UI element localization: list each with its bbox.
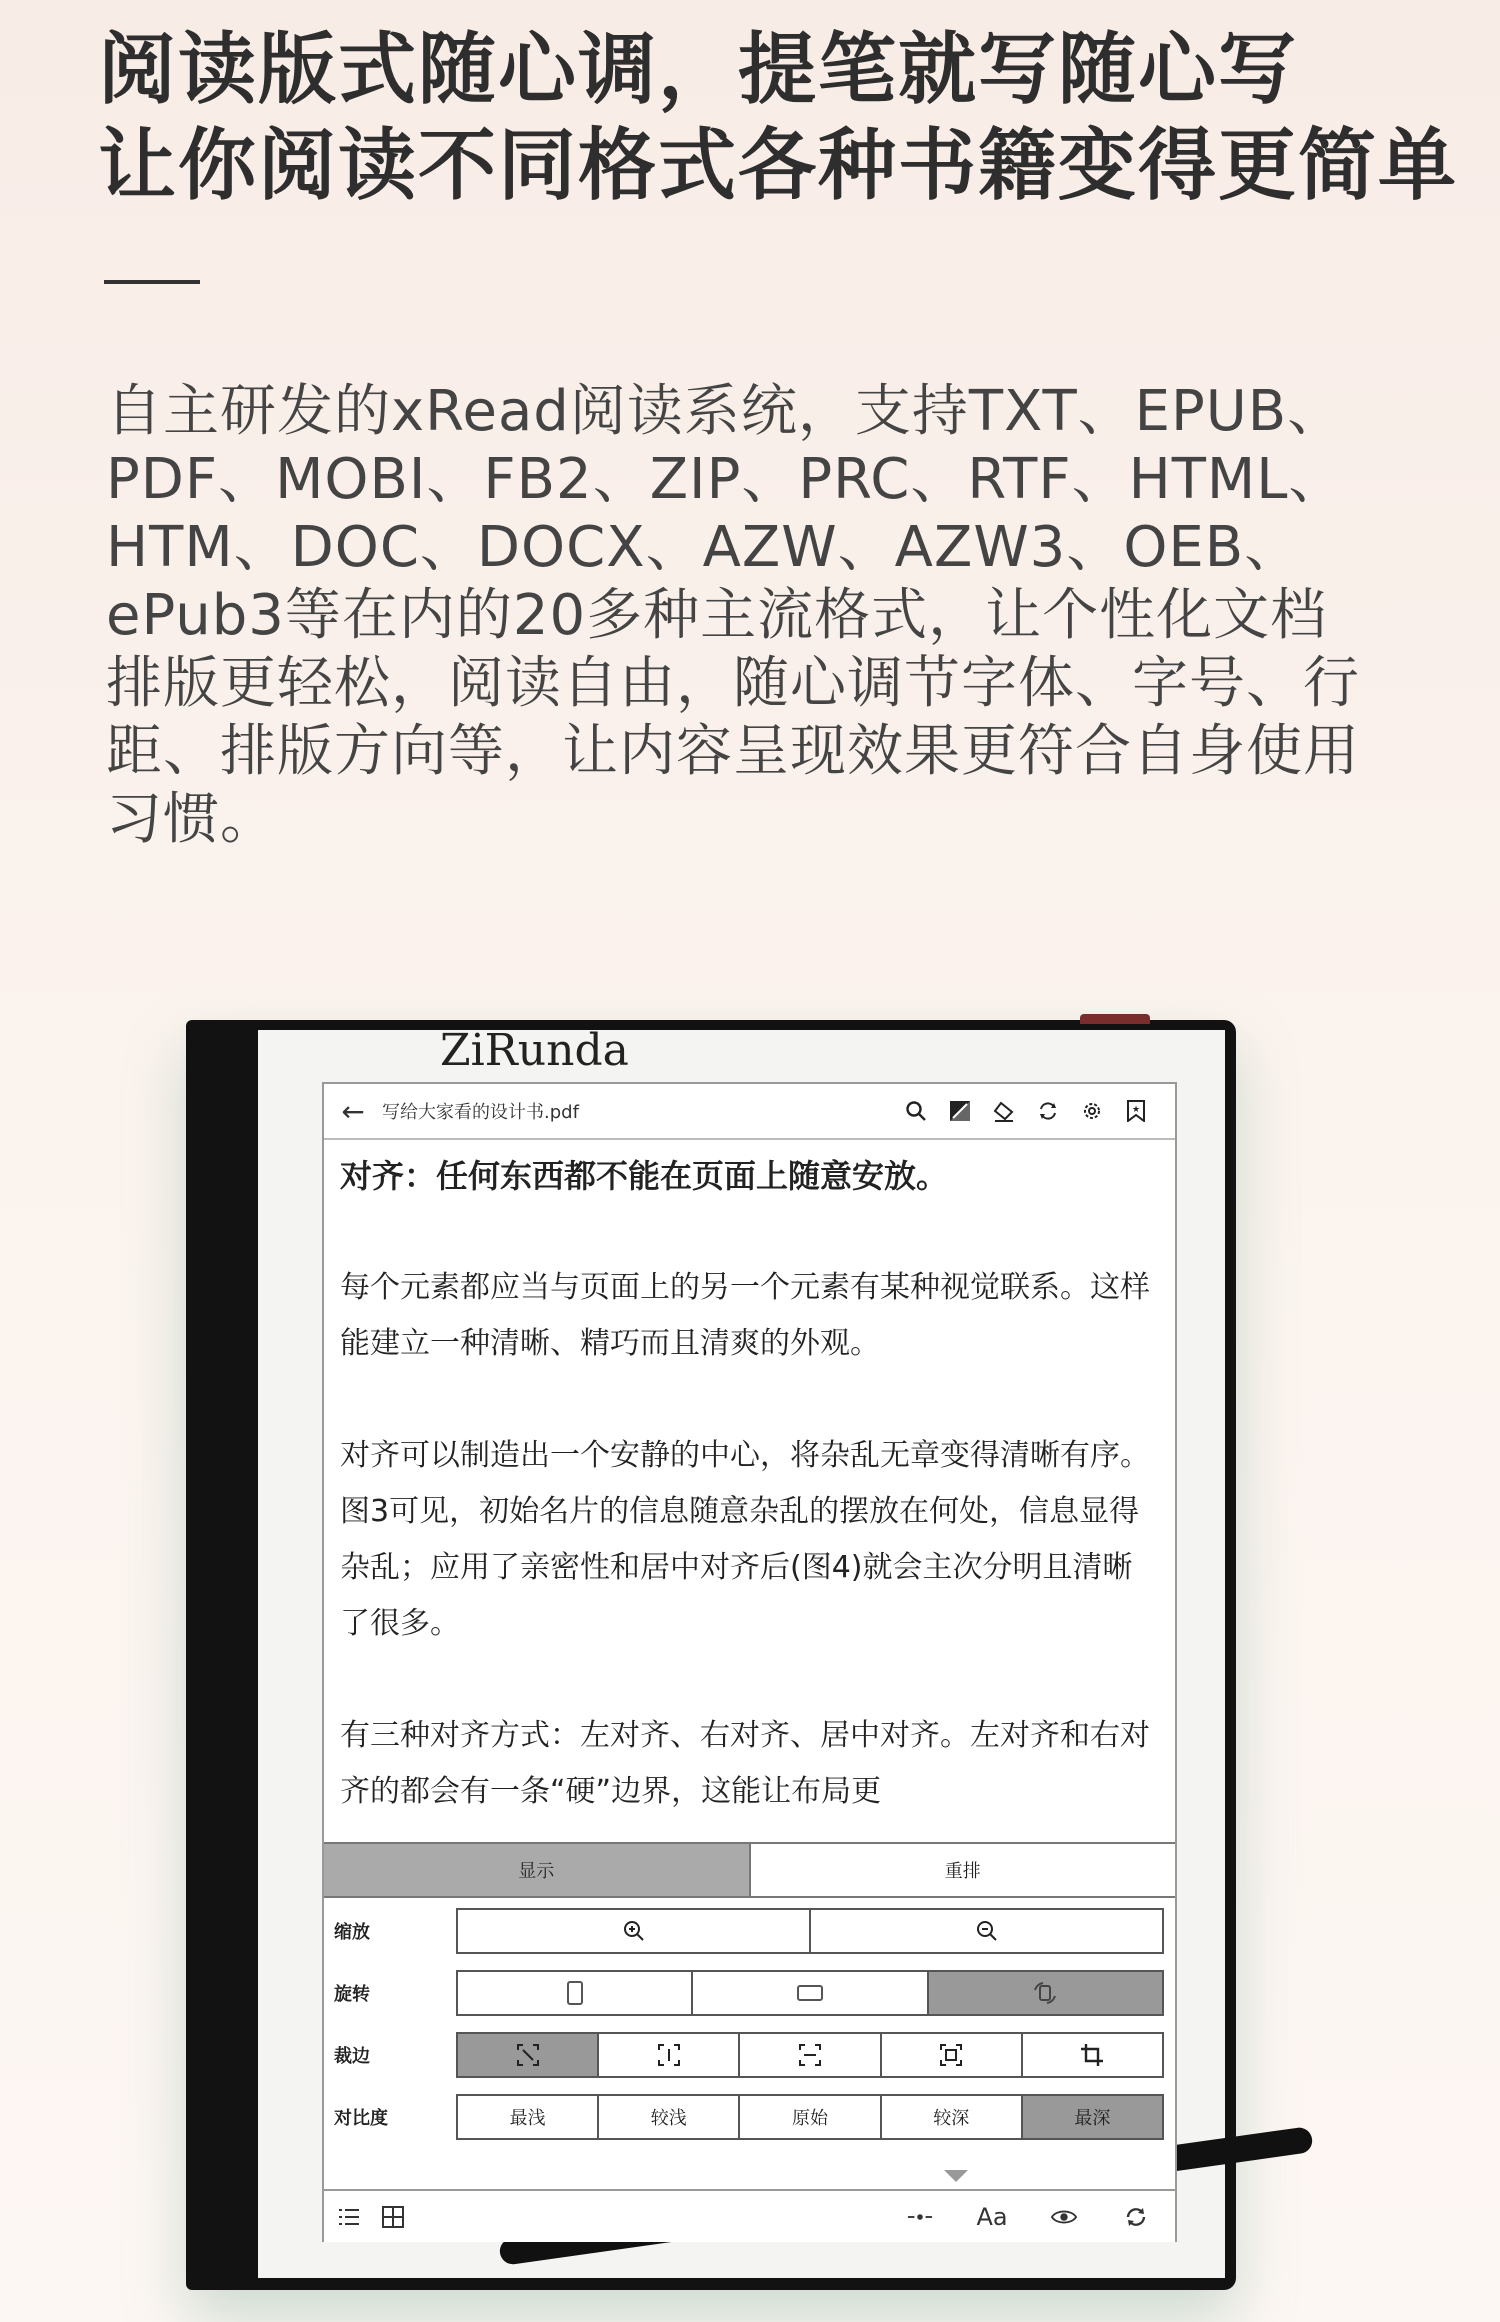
crop-row <box>324 2030 1175 2080</box>
landscape-icon <box>797 1984 823 2002</box>
eye-icon[interactable] <box>1051 2204 1077 2230</box>
svg-text:★: ★ <box>1131 1105 1141 1115</box>
crop-vertical-icon <box>657 2043 681 2067</box>
crop-label: 裁边 <box>334 2046 370 2067</box>
auto-rotate-button[interactable] <box>929 1972 1162 2014</box>
zoom-row <box>324 1906 1175 1956</box>
reader-content[interactable] <box>324 1140 1175 1925</box>
crop-control <box>456 2032 1164 2078</box>
description: 自主研发的xRead阅读系统，支持TXT、EPUB、PDF、MOBI、FB2、ZIP、PRC、RTF、HTML、HTM、DOC、DOCX、AZW、AZW3、OEB、ePub3等在内的20多种主流格式，让个性化文档排版更轻松，阅读自由，随心调节字体、字号、行距、排版方向等，让内容呈现效果更符合自身使用习惯。 <box>106 379 1360 852</box>
search-icon[interactable] <box>903 1098 929 1124</box>
file-title: 写给大家看的设计书.pdf <box>382 1102 579 1123</box>
contrast-label: 对比度 <box>334 2108 388 2129</box>
contrast-icon[interactable] <box>947 1098 973 1124</box>
headline-line-2: 让你阅读不同格式各种书籍变得更简单 <box>98 121 1459 211</box>
content-heading: 对齐：任何东西都不能在页面上随意安放。 <box>340 1157 949 1195</box>
rotate-control <box>456 1970 1164 2016</box>
crop-horizontal-icon <box>798 2043 822 2067</box>
crop-all-icon <box>939 2043 963 2067</box>
rotate-row <box>324 1968 1175 2018</box>
line-spacing-icon[interactable] <box>907 2204 933 2230</box>
landscape-button[interactable] <box>693 1972 928 2014</box>
headline <box>98 22 1458 214</box>
crop-horizontal-button[interactable] <box>740 2034 881 2076</box>
contrast-control <box>456 2094 1164 2140</box>
crop-all-button[interactable] <box>882 2034 1023 2076</box>
sync-icon[interactable] <box>1035 1098 1061 1124</box>
portrait-button[interactable] <box>458 1972 693 2014</box>
panel-pointer <box>944 2170 968 2182</box>
zoom-in-button[interactable] <box>458 1910 811 1952</box>
display-settings-panel <box>324 1842 1175 2242</box>
contrast-row <box>324 2092 1175 2142</box>
tab-display[interactable]: 显示 <box>324 1844 751 1896</box>
zoom-label: 缩放 <box>334 1922 370 1943</box>
panel-tabs <box>324 1844 1175 1898</box>
divider <box>104 280 200 284</box>
topbar-icons <box>903 1098 1175 1124</box>
reader-app <box>322 1082 1177 2242</box>
contrast-option[interactable]: 原始 <box>740 2096 881 2138</box>
portrait-icon <box>566 1981 584 2005</box>
font-icon[interactable]: Aa <box>976 2203 1008 2231</box>
crop-auto-button[interactable] <box>458 2034 599 2076</box>
crop-auto-icon <box>516 2043 540 2067</box>
tab-reflow[interactable]: 重排 <box>944 1861 981 1882</box>
power-button <box>1080 1014 1150 1024</box>
zoom-control <box>456 1908 1164 1954</box>
content-paragraph: 每个元素都应当与页面上的另一个元素有某种视觉联系。这样能建立一种清晰、精巧而且清爽的外观。 <box>340 1270 1150 1361</box>
crop-vertical-button[interactable] <box>599 2034 740 2076</box>
settings-icon[interactable] <box>1079 1098 1105 1124</box>
headline-line-1: 阅读版式随心调，提笔就写随心写 <box>98 25 1299 115</box>
list-icon[interactable] <box>336 2204 362 2230</box>
content-paragraph: 对齐可以制造出一个安静的中心，将杂乱无章变得清晰有序。图3可见，初始名片的信息随意杂乱的摆放在何处，信息显得杂乱；应用了亲密性和居中对齐后(图4)就会主次分明且清晰了很多。 <box>340 1438 1150 1641</box>
bookmark-icon[interactable] <box>1123 1098 1149 1124</box>
reader-bottombar <box>324 2189 1175 2243</box>
rotate-label: 旋转 <box>334 1984 370 2005</box>
zoom-out-button[interactable] <box>811 1910 1162 1952</box>
contrast-option[interactable]: 较浅 <box>599 2096 740 2138</box>
zoom-out-icon <box>975 1919 999 1943</box>
reader-topbar <box>324 1084 1175 1140</box>
watermark: ZiRunda <box>440 1025 629 1076</box>
zoom-in-icon <box>622 1919 646 1943</box>
contrast-option[interactable]: 最浅 <box>458 2096 599 2138</box>
contrast-option[interactable]: 较深 <box>882 2096 1023 2138</box>
crop-manual-button[interactable] <box>1023 2034 1162 2076</box>
back-arrow-icon[interactable]: ← <box>341 1094 365 1128</box>
contrast-option-selected[interactable]: 最深 <box>1023 2096 1162 2138</box>
grid-icon[interactable] <box>380 2204 406 2230</box>
content-paragraph: 有三种对齐方式：左对齐、右对齐、居中对齐。左对齐和右对齐的都会有一条“硬”边界，这能让布局更 <box>340 1718 1150 1809</box>
eraser-icon[interactable] <box>991 1098 1017 1124</box>
auto-rotate-icon <box>1032 1980 1058 2006</box>
crop-manual-icon <box>1080 2043 1104 2067</box>
refresh-icon[interactable] <box>1123 2204 1149 2230</box>
